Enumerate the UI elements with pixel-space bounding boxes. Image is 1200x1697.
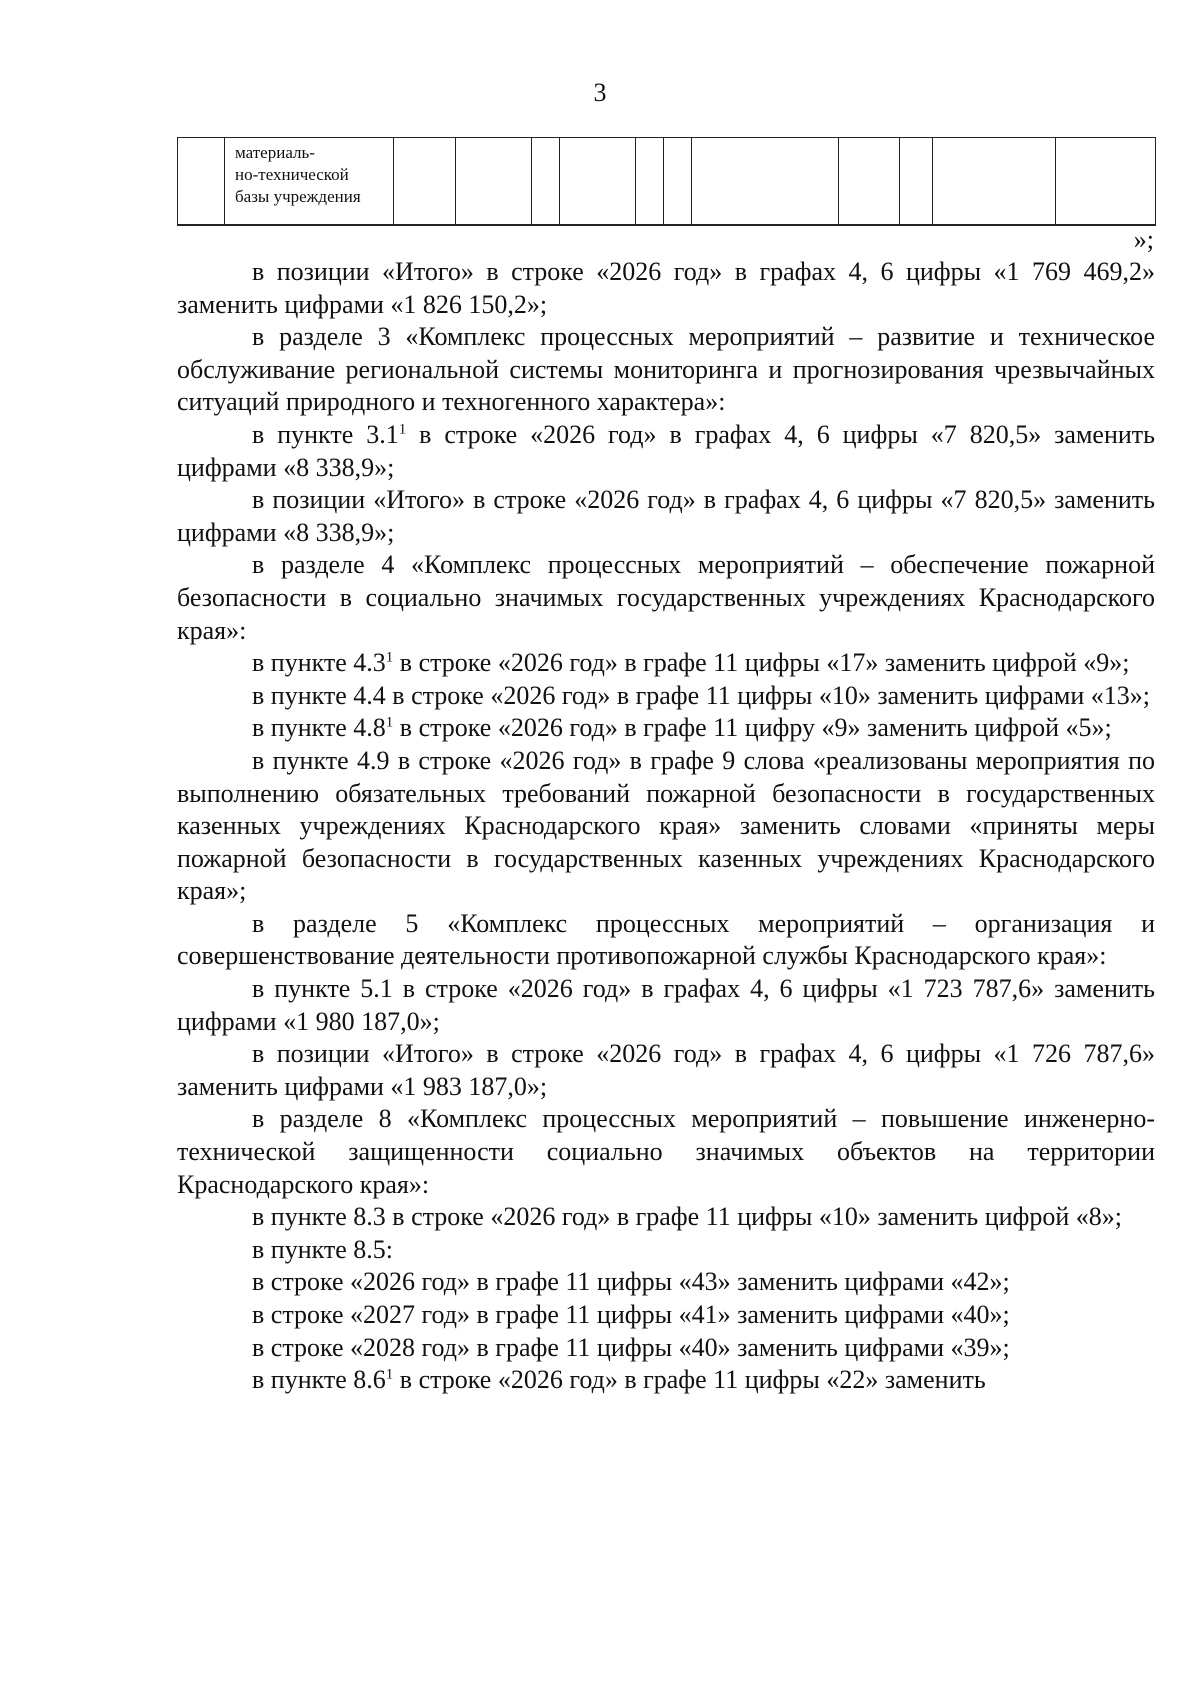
superscript: 1 bbox=[385, 1366, 394, 1383]
table-cell bbox=[839, 138, 900, 226]
paragraph: в позиции «Итого» в строке «2026 год» в графах 4, 6 цифры «1 726 787,6» заменить цифрами «1 983 187,0»; bbox=[177, 1039, 1155, 1101]
paragraph: в строке «2026 год» в графе 11 цифры «43» заменить цифрами «42»; bbox=[252, 1267, 1010, 1297]
table-cell bbox=[900, 138, 933, 226]
paragraph-text: в пункте 8.6 bbox=[252, 1365, 386, 1395]
table-cell bbox=[933, 138, 1056, 226]
table-cell bbox=[532, 138, 560, 226]
paragraph-text: в пункте 3.1 bbox=[252, 419, 399, 449]
paragraph: в пункте 4.4 в строке «2026 год» в графе 11 цифры «10» заменить цифрами «13»; bbox=[252, 680, 1151, 710]
paragraph: в строке «2028 год» в графе 11 цифры «40» заменить цифрами «39»; bbox=[252, 1332, 1010, 1362]
superscript: 1 bbox=[385, 714, 394, 731]
table-fragment bbox=[177, 137, 1156, 226]
paragraph-text: в пункте 4.3 bbox=[252, 648, 386, 678]
paragraph: в пункте 5.1 в строке «2026 год» в графах 4, 6 цифры «1 723 787,6» заменить цифрами «1 980 187,0»; bbox=[177, 974, 1155, 1036]
paragraph bbox=[177, 647, 1155, 680]
paragraph: в пункте 4.9 в строке «2026 год» в графе 9 слова «реализованы мероприятия по выполнению обязательных требований пожарной безопасности в государственных казенных учреждениях Краснодарского края» заменить словами «приняты меры пожарной безопасности в государственных казенных учреждениях Краснодарского края»; bbox=[177, 745, 1155, 906]
page-number: 3 bbox=[593, 78, 607, 107]
table-cell bbox=[692, 138, 839, 226]
table-cell bbox=[1056, 138, 1156, 226]
table-cell bbox=[456, 138, 532, 226]
table-cell-description bbox=[225, 138, 394, 226]
paragraph: в разделе 5 «Комплекс процессных мероприятий – организация и совершенствование деятельности противопожарной службы Краснодарского края»: bbox=[177, 908, 1155, 971]
closing-quote: »; bbox=[1133, 225, 1154, 254]
table-cell bbox=[394, 138, 456, 226]
paragraph-text: в строке «2026 год» в графе 11 цифру «9» заменить цифрой «5»; bbox=[393, 713, 1112, 743]
paragraph bbox=[177, 419, 1155, 484]
table-cell bbox=[664, 138, 692, 226]
paragraph bbox=[177, 712, 1155, 745]
paragraph: в строке «2027 год» в графе 11 цифры «41» заменить цифрами «40»; bbox=[252, 1300, 1010, 1329]
paragraph-text: в пункте 4.8 bbox=[252, 713, 386, 743]
table-cell bbox=[636, 138, 664, 226]
table-cell bbox=[178, 138, 225, 226]
superscript: 1 bbox=[398, 421, 407, 438]
paragraph: в пункте 8.3 в строке «2026 год» в графе 11 цифры «10» заменить цифрой «8»; bbox=[252, 1202, 1123, 1232]
paragraph-text: в строке «2026 год» в графах 4, 6 цифры «7 820,5» заменить цифрами «8 338,9»; bbox=[177, 419, 1155, 482]
table-cell bbox=[560, 138, 636, 226]
paragraph: в позиции «Итого» в строке «2026 год» в графах 4, 6 цифры «7 820,5» заменить цифрами «8 338,9»; bbox=[177, 485, 1155, 547]
paragraph: в разделе 3 «Комплекс процессных мероприятий – развитие и техническое обслуживание региональной системы мониторинга и прогнозирования чрезвычайных ситуаций природного и техногенного характера»: bbox=[177, 322, 1155, 417]
paragraph: в позиции «Итого» в строке «2026 год» в графах 4, 6 цифры «1 769 469,2» заменить цифрами «1 826 150,2»; bbox=[177, 257, 1155, 319]
paragraph: в разделе 4 «Комплекс процессных мероприятий – обеспечение пожарной безопасности в социально значимых государственных учреждениях Краснодарского края»: bbox=[177, 550, 1155, 645]
paragraph-text: в строке «2026 год» в графе 11 цифры «17» заменить цифрой «9»; bbox=[393, 648, 1130, 678]
paragraph: в разделе 8 «Комплекс процессных мероприятий – повышение инженерно-технической защищенности социально значимых объектов на территории Краснодарского края»: bbox=[177, 1104, 1155, 1199]
superscript: 1 bbox=[385, 649, 394, 666]
cell-text-line: базы учреждения bbox=[235, 187, 361, 206]
paragraph bbox=[177, 1364, 1155, 1397]
cell-text-line: материаль- bbox=[235, 143, 315, 162]
document-body bbox=[177, 256, 1155, 1397]
paragraph: в пункте 8.5: bbox=[252, 1234, 394, 1264]
cell-text-line: но-технической bbox=[235, 165, 349, 184]
paragraph-text: в строке «2026 год» в графе 11 цифры «22» заменить bbox=[393, 1365, 986, 1395]
table-row bbox=[178, 138, 1156, 226]
